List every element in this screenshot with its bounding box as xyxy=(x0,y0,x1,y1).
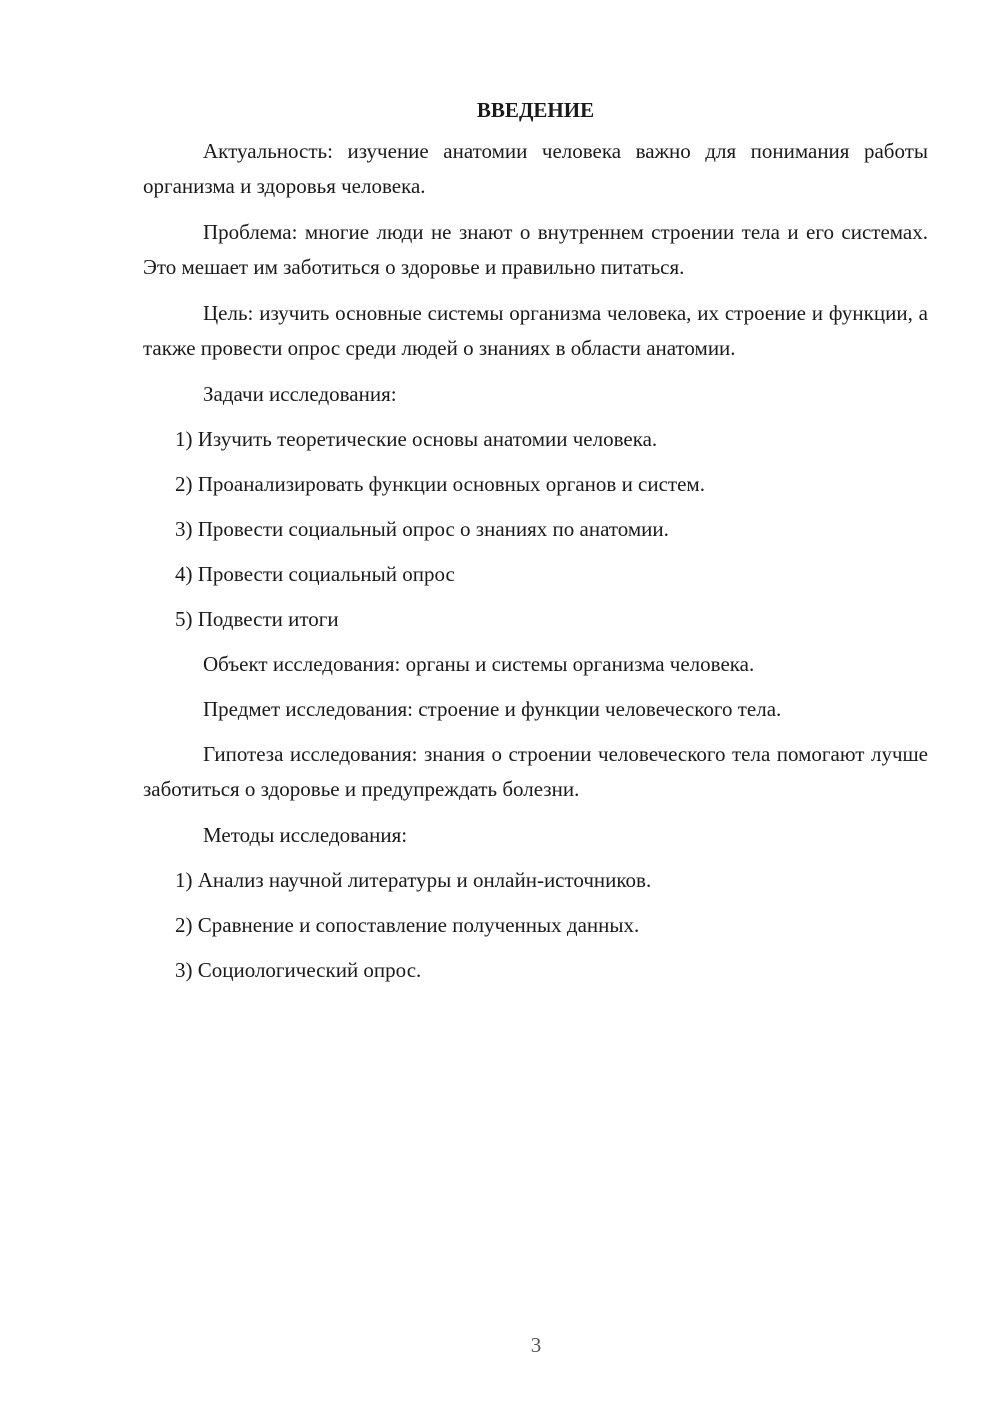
methods-list xyxy=(143,863,928,988)
goal-paragraph: Цель: изучить основные системы организма человека, их строение и функции, а также провести опрос среди людей о знаниях в области анатомии. xyxy=(143,301,928,360)
methods-title: Методы исследования: xyxy=(203,823,408,847)
section-heading: ВВЕДЕНИЕ xyxy=(476,98,595,122)
hypothesis-paragraph: Гипотеза исследования: знания о строении человеческого тела помогают лучше заботиться о здоровье и предупреждать болезни. xyxy=(143,742,928,801)
list-item: 3) Социологический опрос. xyxy=(175,958,422,982)
tasks-list xyxy=(143,422,928,637)
list-item: 1) Изучить теоретические основы анатомии человека. xyxy=(175,427,658,451)
list-item: 2) Проанализировать функции основных органов и систем. xyxy=(175,472,705,496)
list-item: 3) Провести социальный опрос о знаниях по анатомии. xyxy=(175,517,669,541)
list-item: 4) Провести социальный опрос xyxy=(175,562,455,586)
list-item: 1) Анализ научной литературы и онлайн-источников. xyxy=(175,868,652,892)
problem-paragraph: Проблема: многие люди не знают о внутреннем строении тела и его системах. Это мешает им заботиться о здоровье и правильно питаться. xyxy=(143,220,928,279)
relevance-paragraph: Актуальность: изучение анатомии человека важно для понимания работы организма и здоровья человека. xyxy=(143,139,928,198)
subject-line: Предмет исследования: строение и функции человеческого тела. xyxy=(203,697,782,721)
list-item: 2) Сравнение и сопоставление полученных данных. xyxy=(175,913,640,937)
page-content xyxy=(143,92,928,998)
object-line: Объект исследования: органы и системы организма человека. xyxy=(203,652,755,676)
tasks-title: Задачи исследования: xyxy=(203,382,397,406)
list-item: 5) Подвести итоги xyxy=(175,607,339,631)
page-number: 3 xyxy=(530,1333,542,1357)
